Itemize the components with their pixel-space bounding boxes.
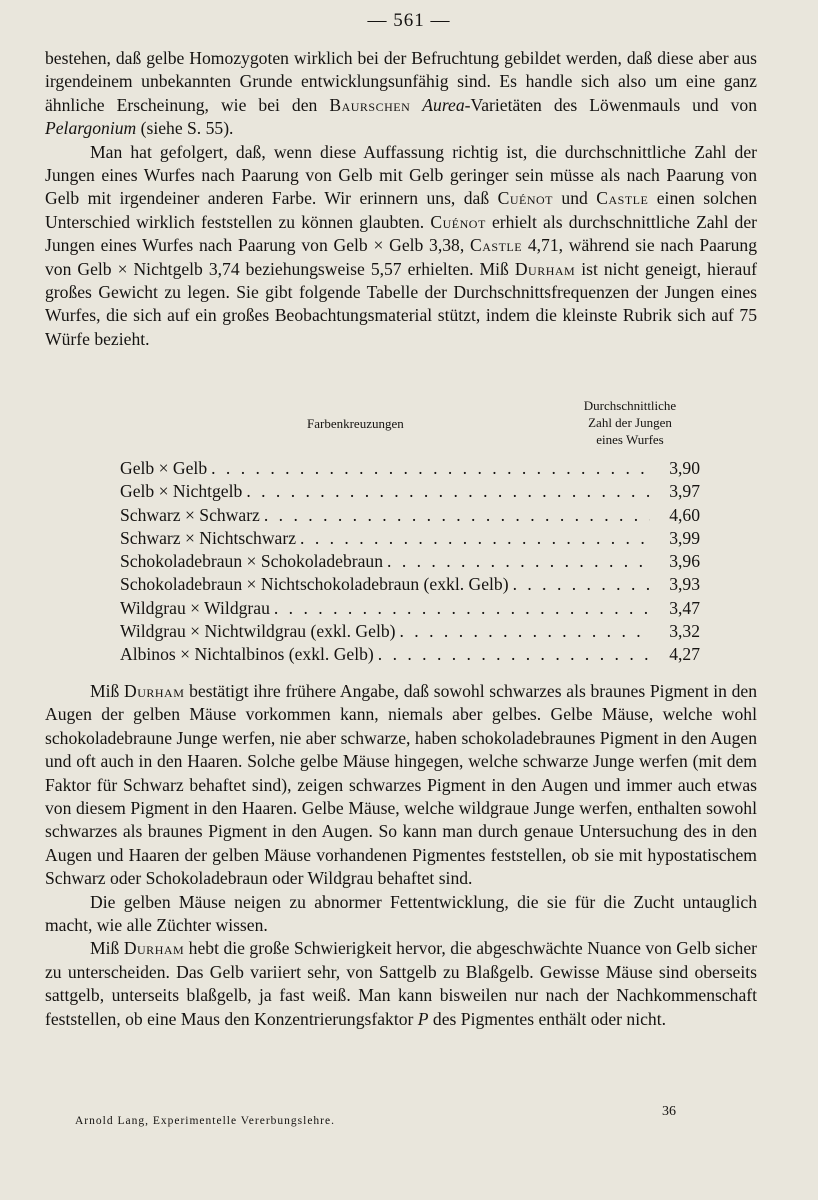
- text-block-top: [45, 47, 757, 351]
- author-name: Durham: [514, 258, 576, 279]
- row-value: 3,47: [669, 597, 700, 618]
- text-span: bestätigt ihre frühere Angabe, daß sowohl schwarzes als braunes Pigment in den Augen der gelben Mäuse vorkommen kann, niemals aber gelbes. Gelbe Mäuse, welche wohl schokoladebraune Junge werfen, nie aber schwarze, haben schokoladebraunes Pigment in den Augen und oft auch in den Haaren. Solche gelbe Mäuse hingegen, welche schwarze Junge werfen (mit dem Faktor für Schwarz behaftet sind), zeigen schwarzes Pigment in den Augen und immer auch etwas von diesem Pigment in den Haaren. Gelbe Mäuse, welche wildgraue Junge werfen, enthalten sowohl schwarzes als braunes Pigment in den Augen. So kann man durch genaue Untersuchung des in den Augen und Haaren der gelben Mäuse vorhandenen Pigmentes feststellen, ob sie mit hypostatischem Schwarz oder Schokoladebraun oder Wildgrau behaftet sind.: [45, 681, 757, 889]
- table-row: [120, 597, 700, 620]
- row-label: Wildgrau × Nichtwildgrau (exkl. Gelb): [120, 621, 396, 642]
- paragraph-2: [45, 141, 757, 352]
- row-label: Wildgrau × Wildgrau: [120, 597, 270, 618]
- text-span: hebt die große Schwierigkeit hervor, die abgeschwächte Nuance von Gelb sicher zu unterscheiden. Das Gelb variiert sehr, von Sattgelb zu Blaßgelb. Gewisse Mäuse sind oberseits sattgelb, unterseits blaßgelb, ja fast weiß. Man kann bisweilen nur nach der Nachkommenschaft feststellen, ob eine Maus den Konzentrierungsfaktor: [45, 938, 757, 1029]
- dot-leader: [387, 550, 650, 573]
- row-label: Gelb × Nichtgelb: [120, 481, 243, 502]
- dot-leader: [274, 597, 650, 620]
- row-label: Schwarz × Nichtschwarz: [120, 527, 297, 548]
- paragraph-4: Die gelben Mäuse neigen zu abnormer Fettentwicklung, die sie für die Zucht untauglich macht, wie alle Züchter wissen.: [45, 891, 757, 936]
- header-line: eines Wurfes: [596, 432, 664, 447]
- table-row: [120, 620, 700, 643]
- table-row: [120, 550, 700, 573]
- column-header-average: [560, 397, 700, 448]
- text-span: -Varietäten des Löwenmauls und von: [464, 94, 757, 115]
- dot-leader: [211, 457, 650, 480]
- page-number: — 561 —: [367, 10, 451, 31]
- table-row: [120, 573, 700, 596]
- text-span: 4,71, während sie nach Paarung von Gelb × Nichtgelb 3,74 beziehungsweise 5,57 erhielten. Miß: [45, 235, 757, 279]
- dot-leader: [300, 527, 650, 550]
- text-block-bottom: [45, 680, 757, 1031]
- dot-leader: [264, 504, 650, 527]
- sheet-number: 36: [662, 1104, 676, 1119]
- text-span: bestehen, daß gelbe Homozygoten wirklich bei der Befruchtung gebildet werden, daß diese aber aus irgendeinem unbekannten Grunde entwicklungsunfähig sind. Es handle sich also um eine ganz ähnliche Erscheinung, wie bei den: [45, 48, 757, 115]
- column-header-crosses: Farbenkreuzungen: [307, 416, 404, 431]
- paragraph-1: [45, 47, 757, 141]
- text-span: erhielt als durchschnittliche Zahl der Jungen eines Wurfes nach Paarung von Gelb × Gelb 3,38,: [45, 211, 757, 256]
- row-label: Schwarz × Schwarz: [120, 504, 260, 525]
- paragraph-5: [45, 937, 757, 1031]
- header-line: Zahl der Jungen: [588, 415, 672, 430]
- text-span: ist nicht geneigt, hierauf großes Gewicht zu legen. Sie gibt folgende Tabelle der Durchschnittsfrequenzen der Jungen eines Wurfes, die sich auf ein großes Beobachtungsmaterial stützt, indem die kleinste Rubrik sich auf 75 Würfe bezieht.: [45, 258, 757, 349]
- text-span: Man hat gefolgert, daß, wenn diese Auffassung richtig ist, die durchschnittliche Zahl der Jungen eines Wurfes nach Paarung von Gelb mit Gelb geringer sein müsse als nach Paarung von Gelb mit irgendeiner anderen Farbe. Wir erinnern uns, daß: [45, 141, 757, 209]
- taxon-name: Pelargonium: [45, 118, 137, 139]
- row-value: 3,90: [669, 458, 700, 478]
- table-row: [120, 457, 700, 480]
- text-span: Miß: [90, 938, 124, 959]
- row-value: 3,97: [669, 481, 700, 502]
- dot-leader: [513, 573, 650, 596]
- row-label: Schokoladebraun × Schokoladebraun: [120, 551, 384, 572]
- author-name: Cuénot: [430, 211, 486, 232]
- text-span: und: [553, 188, 597, 209]
- row-value: 3,32: [669, 621, 700, 642]
- author-name: Castle: [470, 235, 523, 256]
- row-value: 3,99: [669, 527, 700, 548]
- author-name: Cuénot: [497, 188, 553, 209]
- author-name: Baurschen: [329, 94, 411, 115]
- row-value: 3,96: [669, 551, 700, 572]
- row-label: Schokoladebraun × Nichtschokoladebraun (exkl. Gelb): [120, 574, 509, 595]
- row-value: 3,93: [669, 574, 700, 595]
- table-row: [120, 504, 700, 527]
- table-row: [120, 643, 700, 666]
- frequency-table: [120, 397, 700, 667]
- header-line: Durchschnittliche: [583, 398, 677, 413]
- author-name: Durham: [123, 938, 185, 959]
- taxon-name: Aurea: [422, 94, 465, 115]
- factor-symbol: P: [417, 1008, 429, 1029]
- table-row: [120, 527, 700, 550]
- table-row: [120, 480, 700, 503]
- author-name: Durham: [124, 681, 185, 701]
- row-label: Albinos × Nichtalbinos (exkl. Gelb): [120, 644, 374, 665]
- author-name: Castle: [596, 188, 649, 209]
- dot-leader: [378, 643, 650, 666]
- table-header: [120, 397, 700, 457]
- row-value: 4,60: [669, 504, 700, 525]
- text-span: einen solchen Unterschied wirklich feststellen zu können glaubten.: [45, 188, 758, 232]
- dot-leader: [400, 620, 651, 643]
- text-span: (siehe S. 55).: [136, 118, 234, 139]
- dot-leader: [246, 480, 650, 503]
- text-span: Miß: [90, 681, 125, 701]
- paragraph-3: [45, 680, 757, 891]
- row-label: Gelb × Gelb: [120, 458, 208, 478]
- text-span: des Pigmentes enthält oder nicht.: [428, 1008, 666, 1029]
- row-value: 4,27: [669, 644, 700, 665]
- sheet-signature: Arnold Lang, Experimentelle Vererbungslehre.: [75, 1115, 335, 1127]
